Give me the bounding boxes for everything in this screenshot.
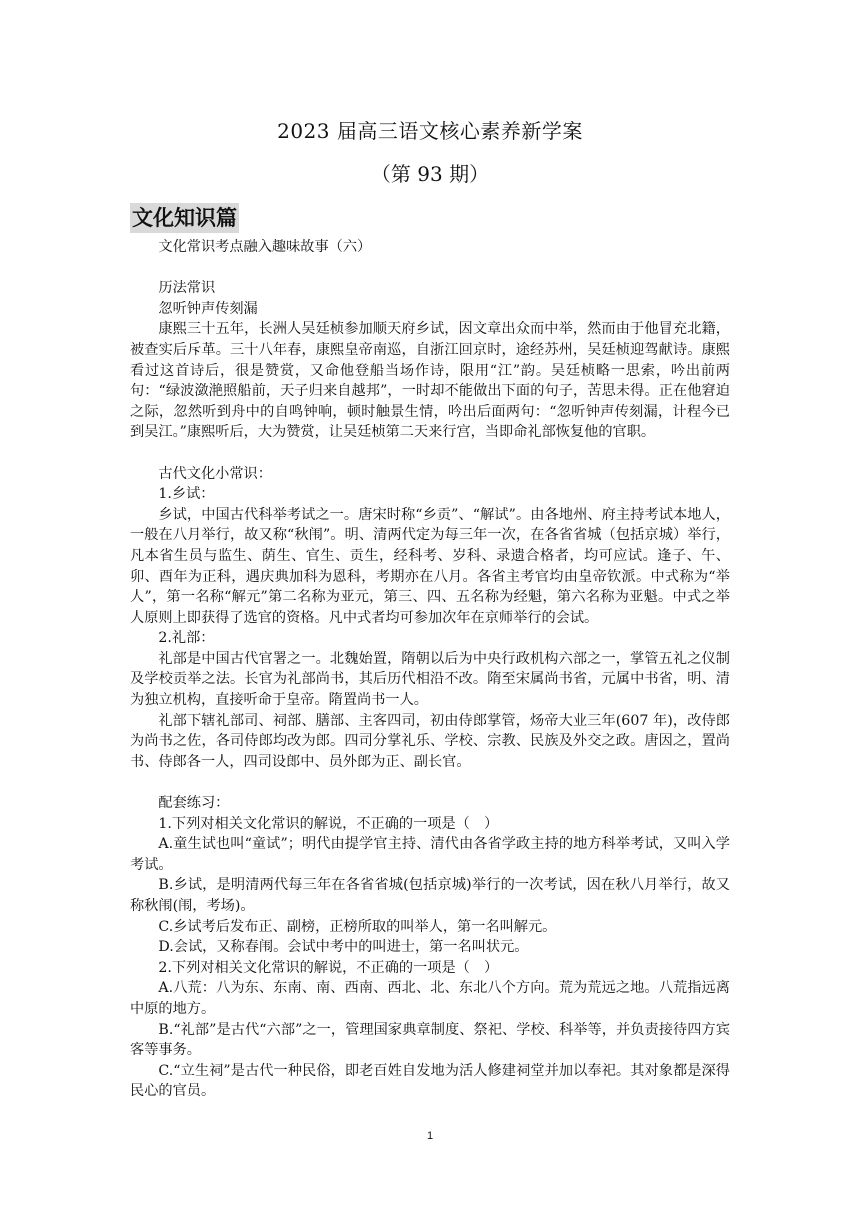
question-option: C.“立生祠”是古代一种民俗，即老百姓自发地为活人修建祠堂并加以奉祀。其对象都是深得民心的官员。 xyxy=(130,1062,730,1100)
question-stem: 1.下列对相关文化常识的解说，不正确的一项是（ ） xyxy=(158,815,499,832)
knowledge-heading: 古代文化小常识： xyxy=(158,465,272,482)
knowledge-paragraph: 礼部是中国古代官署之一。北魏始置，隋朝以后为中央行政机构六部之一，掌管五礼之仪制及学校贡举之法。长官为礼部尚书，其后历代相沿不改。隋至宋属尚书省，元属中书省，明、清为独立机构，直接听命于皇帝。隋置尚书一人。 xyxy=(130,650,730,709)
blank-line xyxy=(130,772,730,793)
knowledge-paragraph: 乡试，中国古代科举考试之一。唐宋时称“乡贡”、“解试”。由各地州、府主持考试本地人，一般在八月举行，故又称“秋闱”。明、清两代定为每三年一次，在各省省城（包括京城）举行，凡本省生员与监生、荫生、官生、贡生，经科考、岁科、录遗合格者，均可应试。逢子、午、卯、酉年为正科，遇庆典加科为恩科，考期亦在八月。各省主考官均由皇帝钦派。中式称为“举人”，第一名称“解元”第二名称为亚元，第三、四、五名称为经魁，第六名称为亚魁。中式之举人原则上即获得了选官的资格。凡中式者均可参加次年在京师举行的会试。 xyxy=(130,506,730,626)
question-option: B.“礼部”是古代“六部”之一，管理国家典章制度、祭祀、学校、科举等，并负责接待四方宾客等事务。 xyxy=(130,1021,730,1059)
knowledge-item-title: 2.礼部： xyxy=(158,630,215,647)
blank-line xyxy=(130,443,730,464)
document-body xyxy=(130,237,730,1102)
question-option: C.乡试考后发布正、副榜，正榜所取的叫举人，第一名叫解元。 xyxy=(158,918,557,935)
knowledge-paragraph: 礼部下辖礼部司、祠部、膳部、主客四司，初由侍郎掌管，炀帝大业三年(607 年)，改侍郎为尚书之佐，各司侍郎均改为郎。四司分掌礼乐、学校、宗教、民族及外交之政。唐因之，置尚书、侍郎各一人，四司设郎中、员外郎为正、副长官。 xyxy=(130,712,730,770)
question-option: D.会试，又称春闱。会试中考中的叫进士，第一名叫状元。 xyxy=(158,939,529,956)
document-title: 2023 届高三语文核心素养新学案 xyxy=(277,119,583,143)
blank-line xyxy=(130,258,730,279)
story-paragraph: 康熙三十五年，长洲人吴廷桢参加顺天府乡试，因文章出众而中举，然而由于他冒充北籍，被查实后斥革。三十八年春，康熙皇帝南巡，自浙江回京时，途经苏州，吴廷桢迎驾献诗。康熙看过这首诗后，很是赞赏，又命他登船当场作诗，限用“江”韵。吴廷桢略一思索，吟出前两句：“绿波潋滟照船前，天子归来自越邦”，一时却不能做出下面的句子，苦思未得。正在他窘迫之际，忽然听到舟中的自鸣钟响，顿时触景生情，吟出后面两句：“忽听钟声传刻漏，计程今已到吴江。”康熙听后，大为赞赏，让吴廷桢第二天来行宫，当即命礼部恢复他的官职。 xyxy=(130,321,730,441)
question-stem: 2.下列对相关文化常识的解说，不正确的一项是（ ） xyxy=(158,959,499,976)
page-number: 1 xyxy=(426,1130,434,1142)
question-option: A.八荒：八为东、东南、南、西南、西北、北、东北八个方向。荒为荒远之地。八荒指远离中原的地方。 xyxy=(130,980,730,1017)
article-subtitle: 文化常识考点融入趣味故事（六） xyxy=(158,239,372,255)
question-option: A.童生试也叫“童试”；明代由提学官主持、清代由各省学政主持的地方科举考试，又叫入学考试。 xyxy=(130,836,730,873)
topic-label: 历法常识 xyxy=(158,280,216,297)
question-option: B.乡试，是明清两代每三年在各省省城(包括京城)举行的一次考试，因在秋八月举行，故又称秋闱(闱，考场)。 xyxy=(130,877,730,914)
story-title: 忽听钟声传刻漏 xyxy=(158,300,258,317)
exercise-heading: 配套练习： xyxy=(158,795,230,812)
issue-number: （第 93 期） xyxy=(370,162,490,186)
knowledge-item-title: 1.乡试： xyxy=(158,486,215,503)
section-heading: 文化知识篇 xyxy=(130,203,239,233)
